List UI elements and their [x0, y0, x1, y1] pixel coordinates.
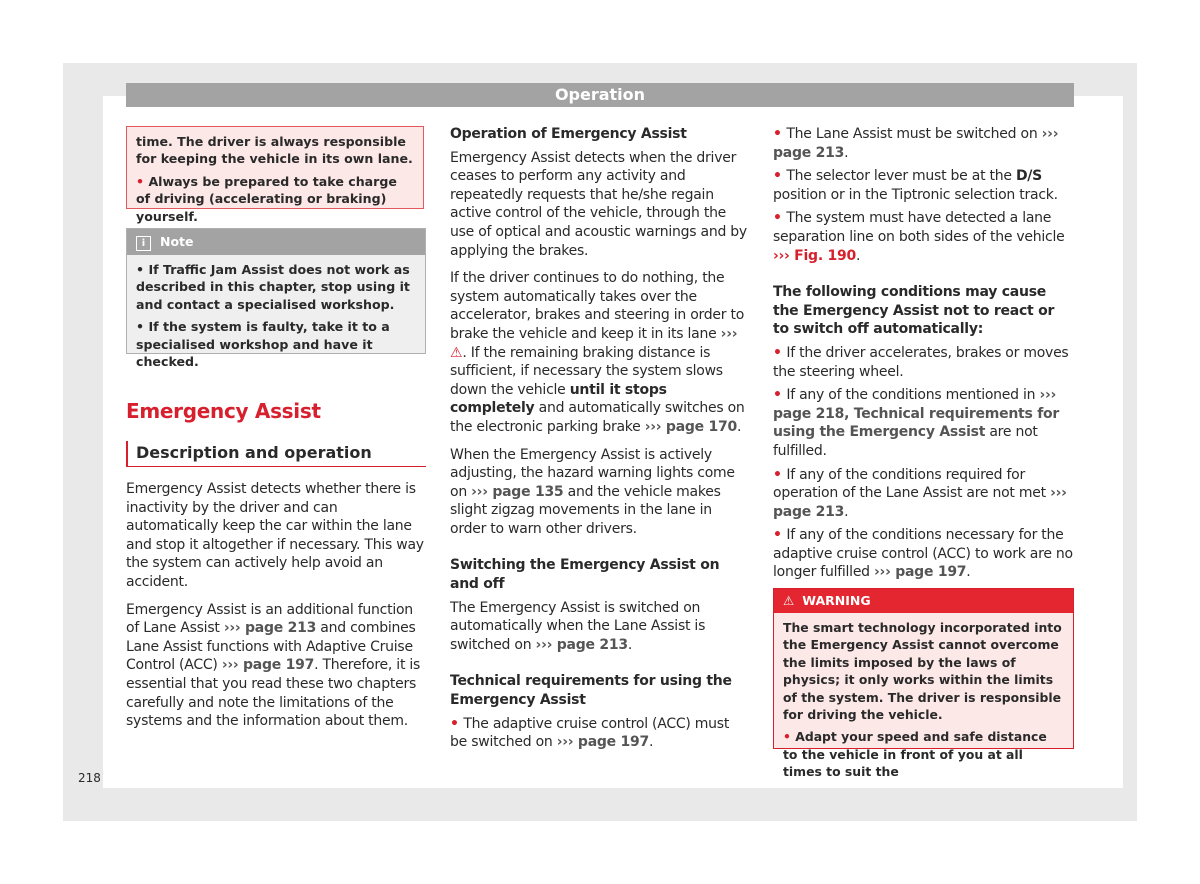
warning-text: time. The driver is always responsible for keeping the vehicle in its own lane.	[136, 134, 413, 167]
bullet-icon: •	[773, 210, 787, 227]
warning-bullet-text: Always be prepared to take charge of driving (accelerating or braking) yourself.	[136, 173, 397, 224]
column-1-text	[126, 480, 426, 740]
warning-header	[774, 589, 1073, 613]
bullet-item: • The adaptive cruise control (ACC) must be switched on ››› page 197.	[450, 715, 730, 751]
bullet-item	[773, 386, 1074, 460]
text: If any of the conditions required for operation of the Lane Assist are not met	[773, 466, 1046, 502]
subsection-title: Description and operation	[126, 441, 426, 467]
note-item-text: If Traffic Jam Assist does not work as described in this chapter, stop using it and contact a specialised workshop.	[136, 262, 410, 312]
warning-body	[774, 613, 1073, 792]
heading: Technical requirements for using the Emergency Assist	[450, 673, 732, 709]
page-link[interactable]: ››› page 170	[644, 418, 737, 435]
bullet-icon: •	[773, 168, 787, 185]
page-link[interactable]: ››› page 213	[773, 485, 1067, 520]
paragraph: If the driver continues to do nothing, the system automatically takes over the accelerator, brakes and steering in order to brake the vehicle and keep it in its lane ››› ⚠. If the remaining braking distance is sufficient, if necessary the system slows down the vehicle until it stops completely and automatically switches on the electronic parking brake ››› page 170.	[450, 270, 745, 435]
text: . Therefore, it is essential that you read these two chapters carefully and note the limitations of the systems and the information about them.	[126, 657, 421, 730]
bullet-icon: •	[773, 387, 787, 404]
bullet-item: • The Lane Assist must be switched on ››› page 213.	[773, 126, 1059, 161]
bullet-icon: •	[450, 715, 464, 732]
text: When the Emergency Assist is actively adjusting, the hazard warning lights come on	[450, 446, 735, 500]
bullet-icon: •	[136, 173, 149, 189]
text: position or in the Tiptronic selection track.	[773, 186, 1058, 203]
text: If the driver continues to do nothing, the system automatically takes over the accelerator, brakes and steering in order to brake the vehicle and keep it in its lane	[450, 270, 745, 342]
note-box	[126, 228, 426, 370]
note-title: Note	[160, 234, 194, 249]
text: . If the remaining braking distance is sufficient, if necessary the system slows down the vehicle	[450, 344, 723, 398]
bullet-icon: •	[773, 126, 787, 142]
page-link[interactable]: ››› page 197	[221, 657, 315, 674]
text: and the vehicle makes slight zigzag movements in the lane in order to warn other drivers.	[450, 483, 721, 537]
text: If any of the conditions mentioned in	[786, 387, 1036, 404]
note-item-text: If the system is faulty, take it to a specialised workshop and have it checked.	[136, 319, 390, 370]
page-link[interactable]: ››› page 213	[223, 620, 317, 637]
page-link[interactable]: ››› page 197	[874, 564, 967, 581]
text: and combines Lane Assist functions with Adaptive Cruise Control (ACC)	[126, 620, 416, 674]
text: are not fulfilled.	[773, 424, 1038, 459]
text: The adaptive cruise control (ACC) must be switched on	[450, 715, 730, 751]
figure-link[interactable]: ››› Fig. 190	[773, 247, 856, 264]
bullet-icon: •	[773, 527, 787, 544]
bullet-item	[773, 344, 1074, 381]
text: The Lane Assist must be switched on	[786, 126, 1038, 142]
warning-triangle-icon: ⚠	[783, 593, 795, 608]
text: The selector lever must be at the	[786, 168, 1016, 185]
note-header	[127, 229, 425, 255]
bullet-item: • The system must have detected a lane separation line on both sides of the vehicle ››› Fig. 190.	[773, 210, 1065, 264]
heading: Switching the Emergency Assist on and off	[450, 557, 720, 593]
bullet-item: • If any of the conditions necessary for the adaptive cruise control (ACC) to work are no longer fulfilled ››› page 197.	[773, 527, 1073, 581]
page-number: 218	[78, 771, 101, 785]
text: The Emergency Assist is switched on automatically when the Lane Assist is switched on	[450, 599, 706, 653]
paragraph: Emergency Assist detects whether there is inactivity by the driver and can automatically keep the car within the lane and stop it altogether if necessary. This way the system can actively help avoid an accident.	[126, 481, 424, 590]
paragraph	[126, 601, 426, 731]
warning-bullet	[136, 173, 414, 225]
section-title: Emergency Assist	[126, 399, 321, 423]
bold-text: until it stops completely	[450, 381, 667, 417]
link-arrow[interactable]: ›››	[720, 325, 738, 342]
page-link[interactable]: ››› page 218, Technical requirements for using the Emergency Assist	[773, 387, 1060, 441]
warning-box	[773, 588, 1074, 780]
heading: The following conditions may cause the Emergency Assist not to react or to switch off automatically:	[773, 284, 1055, 338]
note-item: • If the system is faulty, take it to a specialised workshop and have it checked.	[136, 319, 390, 370]
page-header: Operation	[126, 83, 1074, 107]
text: If any of the conditions necessary for the adaptive cruise control (ACC) to work are no longer fulfilled	[773, 527, 1073, 581]
warning-title: WARNING	[802, 593, 871, 608]
paragraph: Emergency Assist detects when the driver ceases to perform any activity and repeatedly requests that he/she regain active control of the vehicle, through the use of optical and acoustic warnings and by applying the brakes.	[450, 149, 747, 259]
paragraph	[450, 446, 750, 539]
warning-text: The smart technology incorporated into the Emergency Assist cannot overcome the limits imposed by the laws of physics; it only works within the limits of the system. The driver is responsible for driving the vehicle.	[783, 620, 1062, 723]
text: and automatically switches on the electronic parking brake	[450, 400, 745, 435]
heading: Operation of Emergency Assist	[450, 126, 687, 142]
warning-bullet	[783, 728, 1064, 780]
page-link[interactable]: ››› page 213	[773, 126, 1059, 161]
bullet-item	[773, 167, 1074, 204]
text: The system must have detected a lane separation line on both sides of the vehicle	[773, 210, 1065, 245]
page-link[interactable]: ››› page 213	[535, 636, 628, 653]
page-link[interactable]: ››› page 197	[556, 734, 650, 751]
note-body	[127, 255, 425, 381]
warning-continuation-box	[126, 126, 424, 224]
bullet-item: • If any of the conditions required for operation of the Lane Assist are not met ››› page 213.	[773, 466, 1067, 520]
bullet-icon: •	[773, 466, 787, 483]
column-3-text	[773, 125, 1074, 591]
text: Emergency Assist is an additional function of Lane Assist	[126, 601, 413, 637]
bullet-icon: •	[783, 729, 796, 745]
bullet-icon: •	[773, 344, 787, 361]
column-2-text	[450, 125, 750, 761]
bold-text: D/S	[1015, 168, 1043, 185]
warning-bullet-text: Adapt your speed and safe distance to the vehicle in front of you at all times to suit the	[783, 729, 1047, 780]
paragraph: The Emergency Assist is switched on automatically when the Lane Assist is switched on ››› page 213.	[450, 599, 706, 653]
warning-triangle-icon: ⚠	[450, 344, 463, 361]
text: If the driver accelerates, brakes or moves the steering wheel.	[773, 344, 1069, 380]
info-icon: i	[136, 236, 151, 251]
page-link[interactable]: ››› page 135	[471, 483, 564, 500]
note-item: • If Traffic Jam Assist does not work as described in this chapter, stop using it and contact a specialised workshop.	[136, 262, 410, 312]
